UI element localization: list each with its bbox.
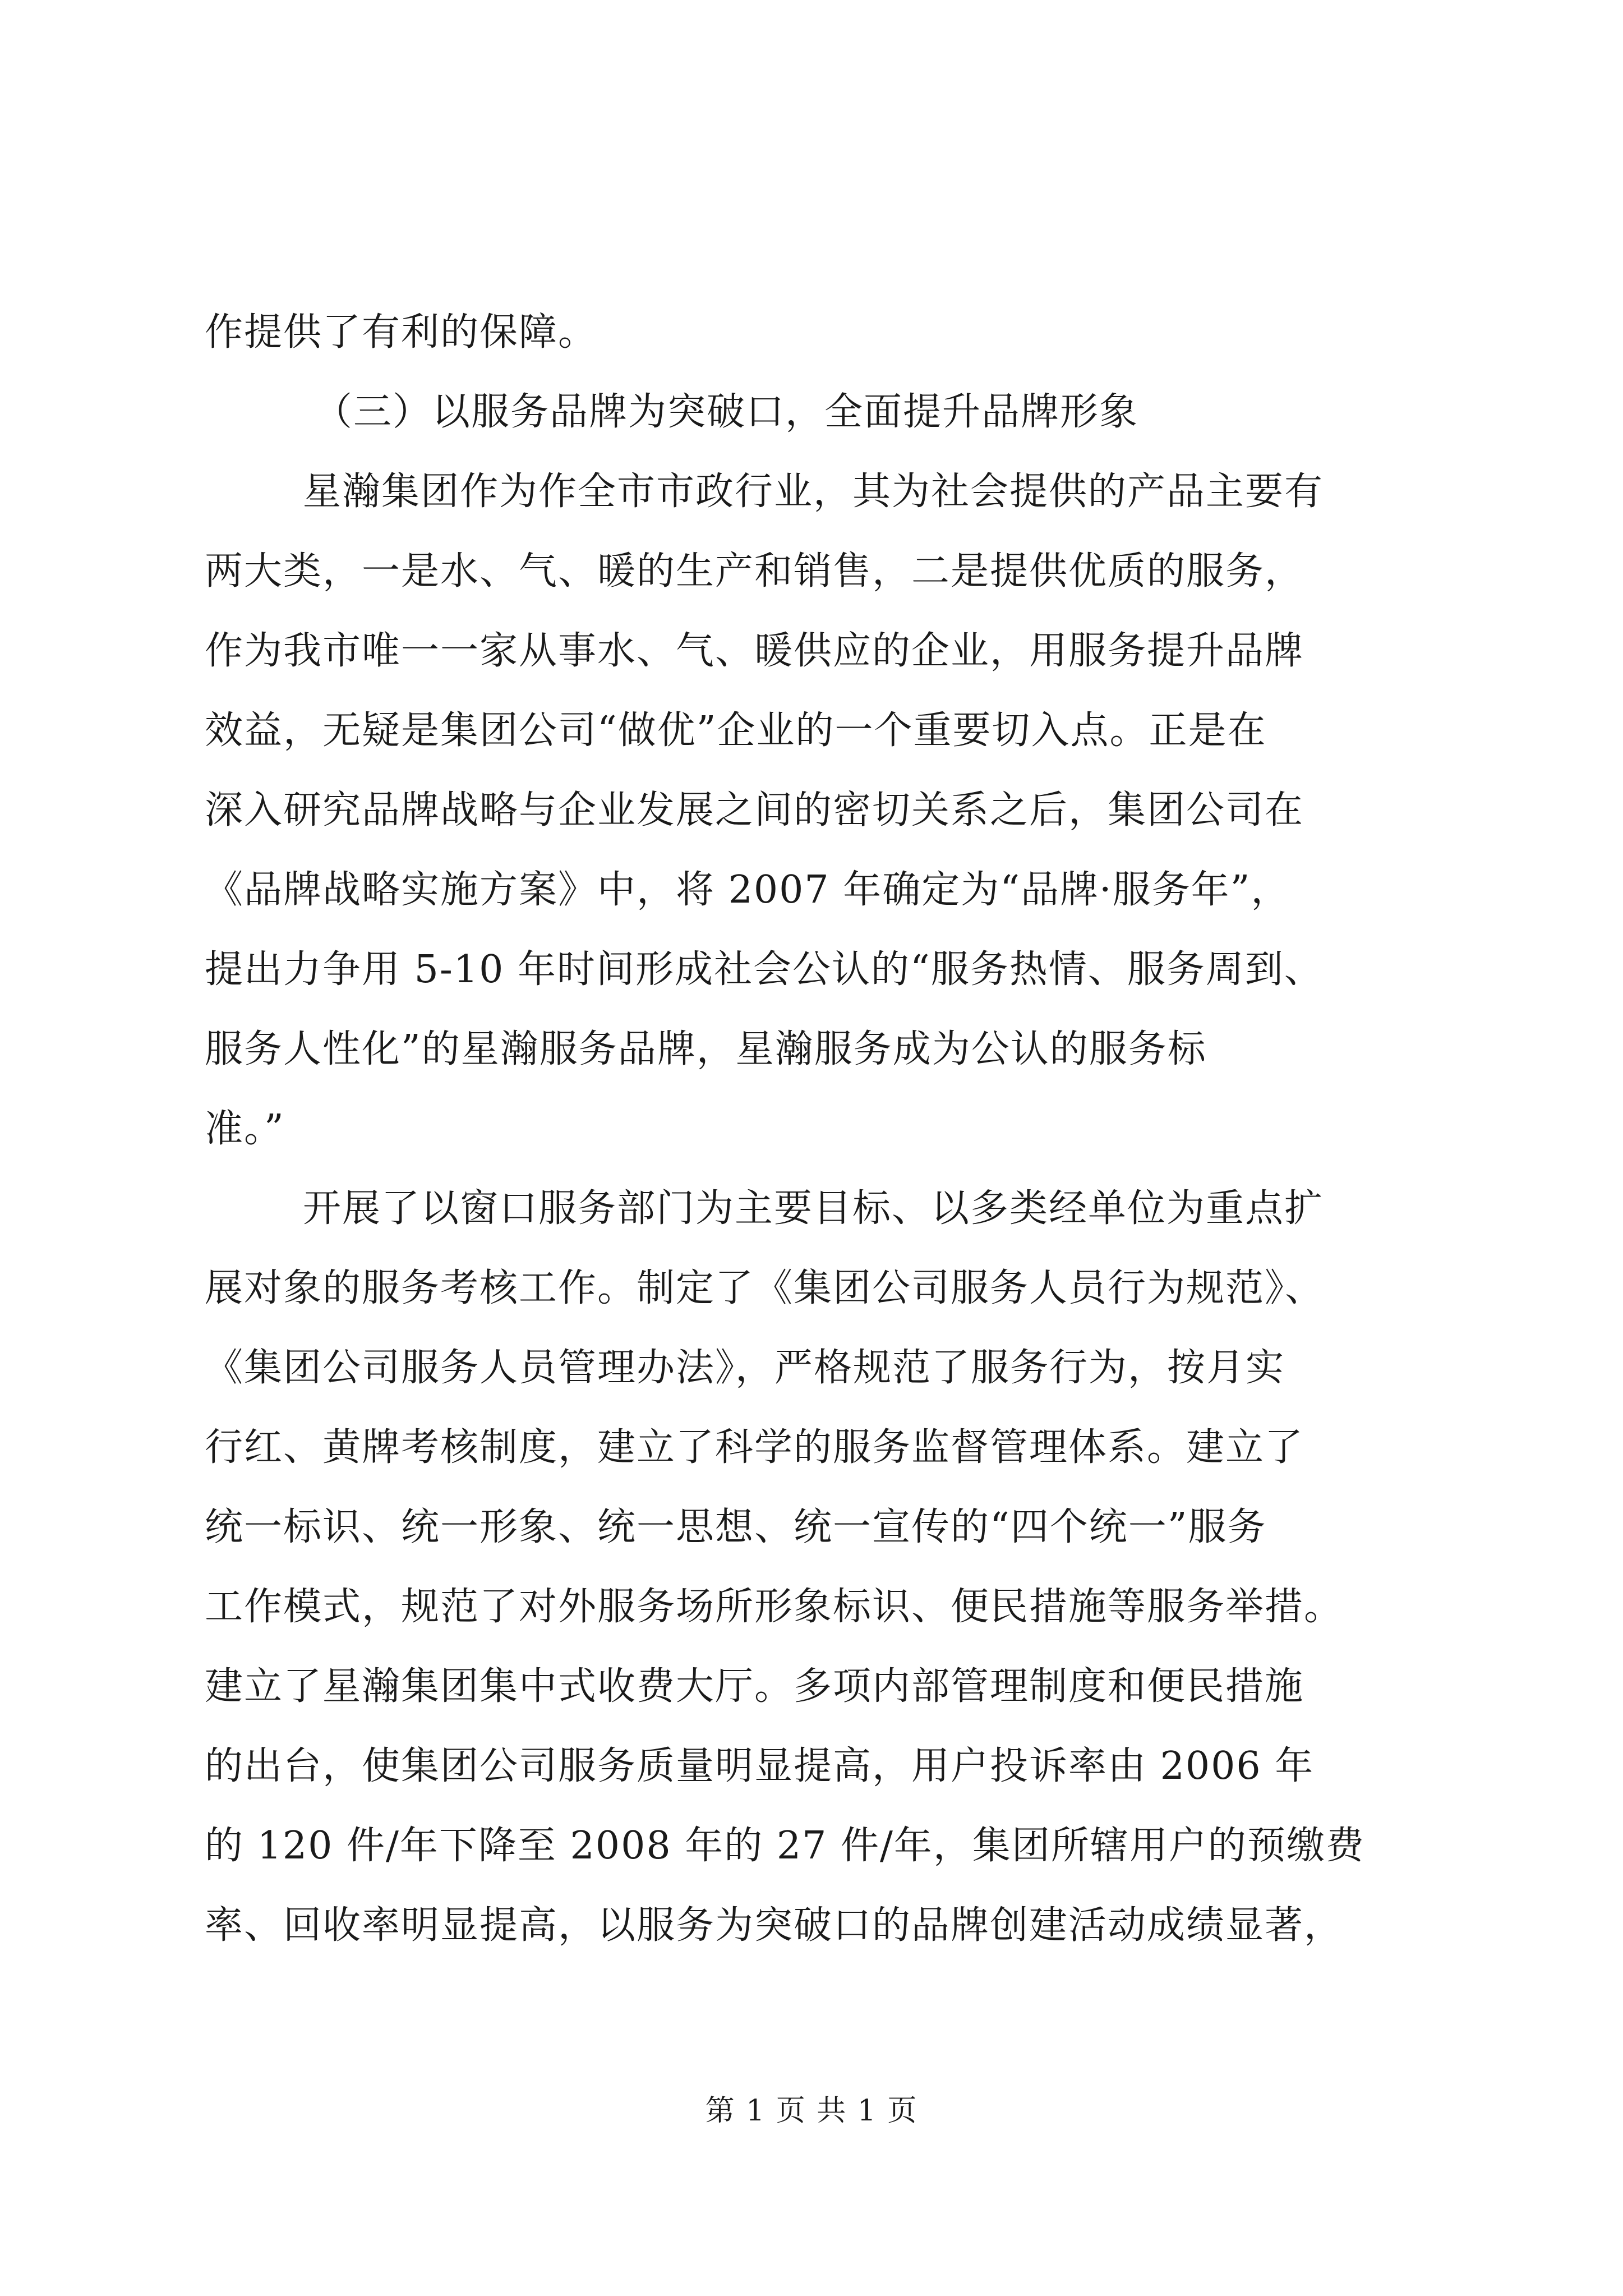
page-footer: 第 1 页 共 1 页: [705, 2094, 918, 2128]
paragraph-line: 率、回收率明显提高，以服务为突破口的品牌创建活动成绩显著，: [205, 1903, 1344, 1948]
paragraph-line: 深入研究品牌战略与企业发展之间的密切关系之后，集团公司在: [205, 788, 1304, 832]
paragraph-line: 工作模式，规范了对外服务场所形象标识、便民措施等服务举措。: [205, 1585, 1344, 1629]
section-heading: （三）以服务品牌为突破口，全面提升品牌形象: [314, 390, 1139, 434]
paragraph-line: 建立了星瀚集团集中式收费大厅。多项内部管理制度和便民措施: [205, 1664, 1304, 1709]
paragraph-line: 两大类，一是水、气、暖的生产和销售，二是提供优质的服务，: [205, 549, 1304, 593]
paragraph-line: 服务人性化”的星瀚服务品牌，星瀚服务成为公认的服务标: [205, 1027, 1207, 1071]
paragraph-line: 统一标识、统一形象、统一思想、统一宣传的“四个统一”服务: [205, 1505, 1267, 1549]
paragraph-line: 作为我市唯一一家从事水、气、暖供应的企业，用服务提升品牌: [205, 629, 1304, 673]
paragraph-line: 《品牌战略实施方案》中，将 2007 年确定为“品牌·服务年”，: [205, 868, 1290, 912]
paragraph-line: 展对象的服务考核工作。制定了《集团公司服务人员行为规范》、: [205, 1266, 1325, 1310]
paragraph-line: 的出台，使集团公司服务质量明显提高，用户投诉率由 2006 年: [205, 1744, 1315, 1788]
paragraph-line: 开展了以窗口服务部门为主要目标、以多类经单位为重点扩: [303, 1186, 1324, 1231]
text-line: 作提供了有利的保障。: [205, 310, 598, 355]
paragraph-line: 的 120 件/年下降至 2008 年的 27 件/年，集团所辖用户的预缴费: [205, 1824, 1365, 1868]
paragraph-line: 效益，无疑是集团公司“做优”企业的一个重要切入点。正是在: [205, 708, 1267, 753]
paragraph-line: 《集团公司服务人员管理办法》，严格规范了服务行为，按月实: [205, 1346, 1285, 1390]
paragraph-line: 行红、黄牌考核制度，建立了科学的服务监督管理体系。建立了: [205, 1425, 1304, 1470]
paragraph-line: 星瀚集团作为作全市市政行业，其为社会提供的产品主要有: [303, 470, 1324, 514]
paragraph-line: 提出力争用 5-10 年时间形成社会公认的“服务热情、服务周到、: [205, 947, 1324, 992]
paragraph-line: 准。”: [205, 1107, 285, 1151]
